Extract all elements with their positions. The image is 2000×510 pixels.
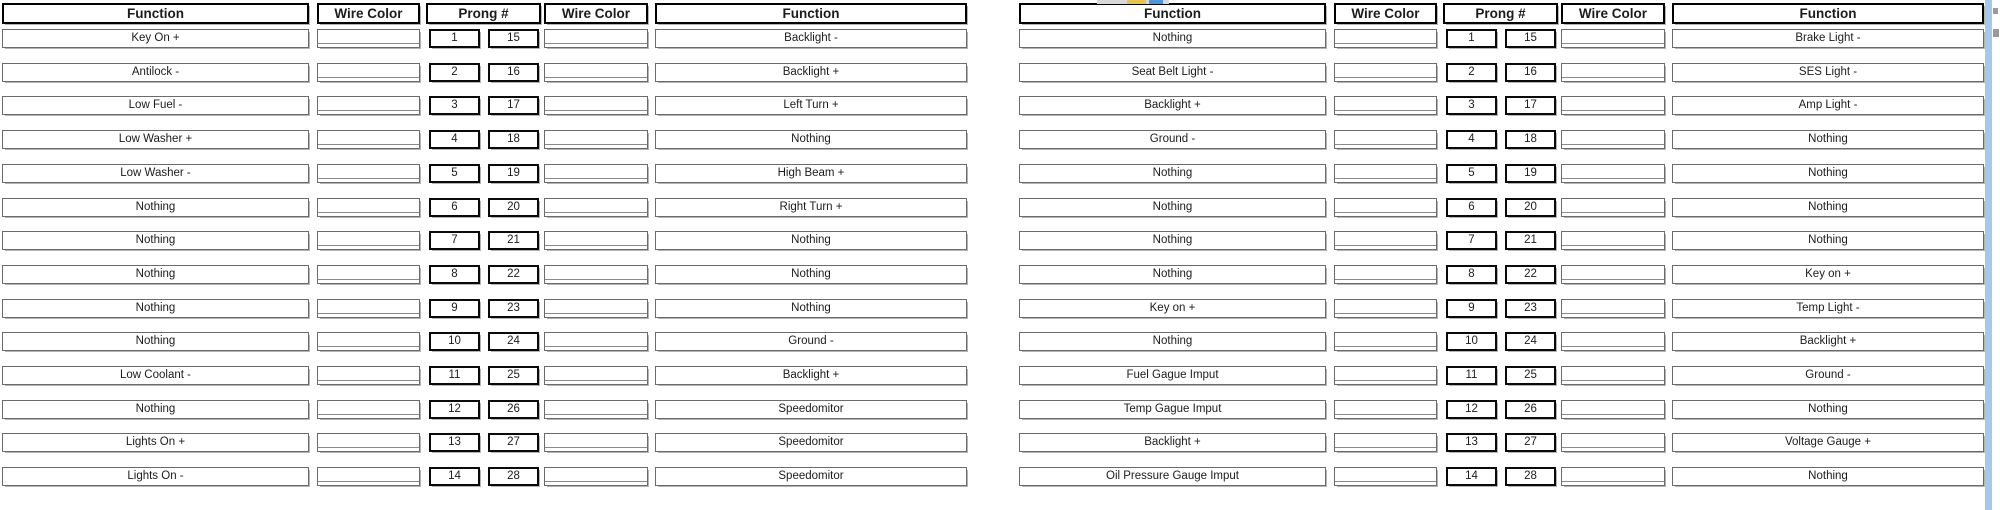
prong-number-cell: 22 bbox=[1505, 265, 1556, 284]
wire-color-field[interactable] bbox=[544, 231, 648, 250]
prong-number-cell: 8 bbox=[1446, 265, 1497, 284]
wire-color-field[interactable] bbox=[544, 332, 648, 351]
wire-color-field[interactable] bbox=[1334, 400, 1437, 419]
prong-number-cell: 9 bbox=[429, 299, 480, 318]
connector-pinout-table-right bbox=[1019, 0, 1985, 510]
function-cell: Speedomitor bbox=[655, 433, 967, 452]
prong-number-cell: 2 bbox=[1446, 63, 1497, 82]
prong-number-cell: 18 bbox=[488, 130, 539, 149]
function-cell: Low Fuel - bbox=[2, 96, 309, 115]
wire-color-field[interactable] bbox=[1334, 231, 1437, 250]
wire-color-field[interactable] bbox=[1561, 433, 1665, 452]
prong-number-cell: 19 bbox=[1505, 164, 1556, 183]
function-cell: Nothing bbox=[655, 130, 967, 149]
function-cell: Nothing bbox=[655, 231, 967, 250]
prong-number-cell: 17 bbox=[488, 96, 539, 115]
function-cell: Speedomitor bbox=[655, 467, 967, 486]
wire-color-field[interactable] bbox=[544, 400, 648, 419]
prong-number-cell: 12 bbox=[1446, 400, 1497, 419]
background-window-mark bbox=[1993, 29, 1999, 37]
wire-color-field[interactable] bbox=[1561, 400, 1665, 419]
wire-color-field[interactable] bbox=[1561, 29, 1665, 48]
function-cell: Seat Belt Light - bbox=[1019, 63, 1326, 82]
function-cell: Nothing bbox=[1019, 231, 1326, 250]
function-cell: Nothing bbox=[1672, 130, 1984, 149]
function-cell: Left Turn + bbox=[655, 96, 967, 115]
wire-color-field[interactable] bbox=[544, 467, 648, 486]
function-cell: Nothing bbox=[2, 299, 309, 318]
wire-color-field[interactable] bbox=[1561, 63, 1665, 82]
wire-color-column-header: Wire Color bbox=[544, 3, 648, 24]
wire-color-field[interactable] bbox=[317, 63, 420, 82]
function-cell: Backlight + bbox=[1672, 332, 1984, 351]
function-cell: Nothing bbox=[1019, 332, 1326, 351]
function-cell: Nothing bbox=[2, 332, 309, 351]
prong-number-cell: 11 bbox=[1446, 366, 1497, 385]
wire-color-field[interactable] bbox=[1561, 231, 1665, 250]
function-cell: Antilock - bbox=[2, 63, 309, 82]
wire-color-field[interactable] bbox=[1561, 366, 1665, 385]
function-cell: Key on + bbox=[1019, 299, 1326, 318]
wire-color-field[interactable] bbox=[1561, 299, 1665, 318]
function-cell: Low Washer - bbox=[2, 164, 309, 183]
wire-color-field[interactable] bbox=[544, 299, 648, 318]
prong-number-cell: 4 bbox=[1446, 130, 1497, 149]
prong-number-cell: 6 bbox=[429, 198, 480, 217]
function-cell: Low Washer + bbox=[2, 130, 309, 149]
wire-color-field[interactable] bbox=[544, 130, 648, 149]
prong-number-cell: 25 bbox=[1505, 366, 1556, 385]
wire-color-field[interactable] bbox=[1334, 29, 1437, 48]
wire-color-field[interactable] bbox=[317, 231, 420, 250]
prong-number-cell: 3 bbox=[429, 96, 480, 115]
prong-number-cell: 19 bbox=[488, 164, 539, 183]
prong-number-cell: 24 bbox=[488, 332, 539, 351]
function-cell: Ground - bbox=[1019, 130, 1326, 149]
wire-color-column-header: Wire Color bbox=[1334, 3, 1437, 24]
function-cell: Key On + bbox=[2, 29, 309, 48]
window-right-edge bbox=[1985, 0, 1992, 510]
function-cell: Low Coolant - bbox=[2, 366, 309, 385]
function-cell: Temp Light - bbox=[1672, 299, 1984, 318]
prong-number-cell: 10 bbox=[429, 332, 480, 351]
function-cell: Speedomitor bbox=[655, 400, 967, 419]
prong-number-cell: 23 bbox=[488, 299, 539, 318]
wire-color-field[interactable] bbox=[317, 366, 420, 385]
wire-color-field[interactable] bbox=[1334, 299, 1437, 318]
prong-number-cell: 7 bbox=[1446, 231, 1497, 250]
prong-number-cell: 15 bbox=[1505, 29, 1556, 48]
wire-color-field[interactable] bbox=[544, 366, 648, 385]
function-column-header: Function bbox=[1672, 3, 1984, 24]
function-cell: Nothing bbox=[1019, 29, 1326, 48]
wire-color-column-header: Wire Color bbox=[317, 3, 420, 24]
prong-number-cell: 14 bbox=[429, 467, 480, 486]
function-cell: Fuel Gague Imput bbox=[1019, 366, 1326, 385]
wire-color-field[interactable] bbox=[317, 467, 420, 486]
prong-number-cell: 12 bbox=[429, 400, 480, 419]
function-column-header: Function bbox=[655, 3, 967, 24]
function-cell: High Beam + bbox=[655, 164, 967, 183]
prong-number-cell: 20 bbox=[488, 198, 539, 217]
wire-color-field[interactable] bbox=[544, 96, 648, 115]
prong-number-cell: 26 bbox=[1505, 400, 1556, 419]
function-cell: Nothing bbox=[655, 265, 967, 284]
prong-number-cell: 11 bbox=[429, 366, 480, 385]
function-cell: Oil Pressure Gauge Imput bbox=[1019, 467, 1326, 486]
wire-color-field[interactable] bbox=[1561, 96, 1665, 115]
function-cell: Backlight + bbox=[1019, 96, 1326, 115]
function-cell: Brake Light - bbox=[1672, 29, 1984, 48]
wire-color-field[interactable] bbox=[317, 433, 420, 452]
function-cell: Nothing bbox=[1672, 467, 1984, 486]
wire-color-field[interactable] bbox=[1561, 467, 1665, 486]
wire-color-field[interactable] bbox=[544, 433, 648, 452]
function-cell: Nothing bbox=[1019, 265, 1326, 284]
function-cell: Nothing bbox=[1019, 198, 1326, 217]
wire-color-field[interactable] bbox=[317, 265, 420, 284]
function-cell: Lights On + bbox=[2, 433, 309, 452]
prong-number-column-header: Prong # bbox=[426, 3, 541, 24]
wire-color-field[interactable] bbox=[1561, 130, 1665, 149]
prong-number-cell: 22 bbox=[488, 265, 539, 284]
wire-color-field[interactable] bbox=[317, 164, 420, 183]
prong-number-cell: 13 bbox=[429, 433, 480, 452]
wire-color-field[interactable] bbox=[317, 332, 420, 351]
wire-color-field[interactable] bbox=[317, 299, 420, 318]
function-cell: Nothing bbox=[2, 231, 309, 250]
wire-color-field[interactable] bbox=[1334, 265, 1437, 284]
function-column-header: Function bbox=[1019, 3, 1326, 24]
function-cell: Nothing bbox=[1672, 164, 1984, 183]
function-cell: Key on + bbox=[1672, 265, 1984, 284]
function-cell: Nothing bbox=[2, 400, 309, 419]
prong-number-cell: 14 bbox=[1446, 467, 1497, 486]
background-window-fragment-yellow bbox=[1127, 0, 1146, 4]
function-cell: Backlight + bbox=[1019, 433, 1326, 452]
background-window-mark bbox=[1993, 8, 1998, 14]
wire-color-field[interactable] bbox=[1334, 164, 1437, 183]
wire-color-field[interactable] bbox=[317, 96, 420, 115]
wire-color-field[interactable] bbox=[1334, 467, 1437, 486]
function-cell: Ground - bbox=[1672, 366, 1984, 385]
wire-color-field[interactable] bbox=[317, 400, 420, 419]
connector-pinout-table-left bbox=[2, 0, 967, 510]
prong-number-cell: 9 bbox=[1446, 299, 1497, 318]
prong-number-cell: 25 bbox=[488, 366, 539, 385]
background-window-fragment-blue bbox=[1149, 0, 1163, 4]
prong-number-cell: 6 bbox=[1446, 198, 1497, 217]
wire-color-field[interactable] bbox=[317, 29, 420, 48]
prong-number-cell: 3 bbox=[1446, 96, 1497, 115]
function-cell: Nothing bbox=[655, 299, 967, 318]
wire-color-field[interactable] bbox=[1561, 332, 1665, 351]
function-cell: Nothing bbox=[2, 265, 309, 284]
prong-number-cell: 21 bbox=[1505, 231, 1556, 250]
prong-number-cell: 28 bbox=[1505, 467, 1556, 486]
function-cell: Amp Light - bbox=[1672, 96, 1984, 115]
function-cell: Nothing bbox=[1672, 400, 1984, 419]
prong-number-cell: 5 bbox=[429, 164, 480, 183]
wire-color-field[interactable] bbox=[1334, 96, 1437, 115]
prong-number-cell: 27 bbox=[488, 433, 539, 452]
function-cell: SES Light - bbox=[1672, 63, 1984, 82]
function-column-header: Function bbox=[2, 3, 309, 24]
function-cell: Temp Gague Imput bbox=[1019, 400, 1326, 419]
prong-number-cell: 27 bbox=[1505, 433, 1556, 452]
prong-number-cell: 16 bbox=[488, 63, 539, 82]
function-cell: Backlight + bbox=[655, 366, 967, 385]
wire-color-field[interactable] bbox=[544, 198, 648, 217]
prong-number-cell: 18 bbox=[1505, 130, 1556, 149]
prong-number-cell: 8 bbox=[429, 265, 480, 284]
function-cell: Ground - bbox=[655, 332, 967, 351]
wire-color-field[interactable] bbox=[317, 130, 420, 149]
wire-color-field[interactable] bbox=[1334, 366, 1437, 385]
wire-color-field[interactable] bbox=[317, 198, 420, 217]
prong-number-cell: 10 bbox=[1446, 332, 1497, 351]
function-cell: Nothing bbox=[1019, 164, 1326, 183]
wire-color-field[interactable] bbox=[1334, 332, 1437, 351]
function-cell: Lights On - bbox=[2, 467, 309, 486]
prong-number-cell: 15 bbox=[488, 29, 539, 48]
prong-number-cell: 23 bbox=[1505, 299, 1556, 318]
prong-number-cell: 16 bbox=[1505, 63, 1556, 82]
prong-number-cell: 5 bbox=[1446, 164, 1497, 183]
function-cell: Nothing bbox=[1672, 231, 1984, 250]
prong-number-cell: 28 bbox=[488, 467, 539, 486]
wire-color-field[interactable] bbox=[1334, 63, 1437, 82]
function-cell: Nothing bbox=[1672, 198, 1984, 217]
function-cell: Right Turn + bbox=[655, 198, 967, 217]
prong-number-cell: 17 bbox=[1505, 96, 1556, 115]
prong-number-cell: 21 bbox=[488, 231, 539, 250]
function-cell: Backlight - bbox=[655, 29, 967, 48]
prong-number-cell: 4 bbox=[429, 130, 480, 149]
wire-color-field[interactable] bbox=[544, 265, 648, 284]
wire-color-field[interactable] bbox=[1561, 164, 1665, 183]
wire-color-column-header: Wire Color bbox=[1561, 3, 1665, 24]
prong-number-cell: 20 bbox=[1505, 198, 1556, 217]
wire-color-field[interactable] bbox=[544, 29, 648, 48]
wire-color-field[interactable] bbox=[1561, 265, 1665, 284]
function-cell: Nothing bbox=[2, 198, 309, 217]
prong-number-cell: 26 bbox=[488, 400, 539, 419]
prong-number-column-header: Prong # bbox=[1443, 3, 1558, 24]
prong-number-cell: 7 bbox=[429, 231, 480, 250]
wire-color-field[interactable] bbox=[544, 63, 648, 82]
prong-number-cell: 13 bbox=[1446, 433, 1497, 452]
prong-number-cell: 24 bbox=[1505, 332, 1556, 351]
wire-color-field[interactable] bbox=[544, 164, 648, 183]
wire-color-field[interactable] bbox=[1334, 433, 1437, 452]
wire-color-field[interactable] bbox=[1561, 198, 1665, 217]
prong-number-cell: 1 bbox=[429, 29, 480, 48]
function-cell: Backlight + bbox=[655, 63, 967, 82]
prong-number-cell: 1 bbox=[1446, 29, 1497, 48]
wire-color-field[interactable] bbox=[1334, 130, 1437, 149]
wire-color-field[interactable] bbox=[1334, 198, 1437, 217]
function-cell: Voltage Gauge + bbox=[1672, 433, 1984, 452]
prong-number-cell: 2 bbox=[429, 63, 480, 82]
